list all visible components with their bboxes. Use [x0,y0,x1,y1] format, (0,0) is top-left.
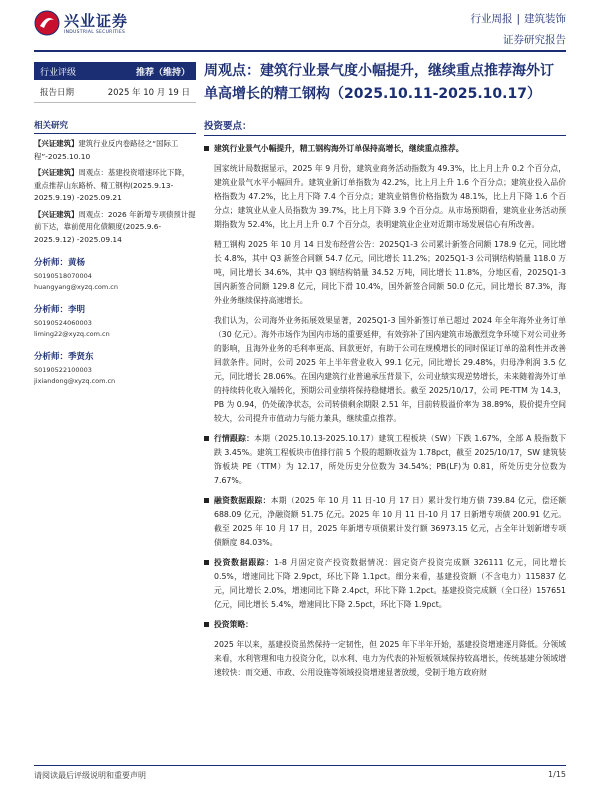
footer-disclaimer: 请阅读最后评级说明和重要声明 [34,771,146,780]
footer-divider [34,765,566,766]
analyst-info [34,318,196,340]
related-tag: 【兴证建筑】 [34,139,79,148]
analyst-email[interactable]: jixiandong@xyzq.com.cn [34,377,116,385]
related-item[interactable] [34,209,196,247]
bullet-financing [204,494,566,550]
bullet-heading: 融资数据跟踪： [214,496,271,505]
bullet-heading: 行情跟踪： [214,434,255,443]
related-text: 建筑行业反内卷路径之“国际工程”-2025.10.10 [34,139,179,161]
analyst-email[interactable]: huangyang@xyzq.com.cn [34,283,118,291]
bullet-market [204,432,566,488]
analyst-block [34,350,196,387]
paragraph-jinggong-orders: 精工钢构 2025 年 10 月 14 日发布经营公告：2025Q1-3 公司累计新签合同额 178.9 亿元，同比增长 4.8%，其中 Q3 新签合同额 54.7 亿元，同比增长 11.2%；2025Q1-3 公司钢结构销量 118.0 万吨，同比增长 34.6%，其中 Q3 钢结构销量 34.52 万吨，同比增长 11.8%，分地区看，2025Q1-3 国内新签合同额 129.8 亿元，同比下滑 10.4%，国外新签合同额 50.0 亿元，同比增长 87.3%，海外业务继续保持高速增长。 [214,240,566,305]
logo-mark-icon [34,10,60,36]
bullet-strategy [204,618,566,632]
analyst-email[interactable]: liming22@xyzq.com.cn [34,330,110,338]
analyst-block [34,303,196,340]
analyst-info [34,365,196,387]
sidebar [34,62,196,387]
brand-name: 兴业证券 [64,12,129,30]
rating-value: 推荐（维持） [135,67,190,78]
related-research-list [34,138,196,246]
report-title: 周观点：建筑行业景气度小幅提升，继续重点推荐海外订单高增长的精工钢构（2025.10.11-2025.10.17） [204,63,554,102]
related-tag: 【兴证建筑】 [34,168,79,177]
analyst-name: 分析师：李明 [34,305,86,315]
paragraph-strategy: 2025 年以来，基建投资虽然保持一定韧性，但 2025 年下半年开始，基建投资增速逐月降低。分领域来看，水利管理和电力投资分化，以水利、电力为代表的补短板领域保持较高增长，传统基建分领域增速较快：而交通、市政、公用设施等领域投资增速显著放缓，受制于地方政府财 [214,640,566,677]
paragraph-jinggong-view: 我们认为，公司海外业务拓展效果显著，2025Q1-3 国外新签订单已超过 2024 年全年海外业务订单（30 亿元）。海外市场作为国内市场的重要延伸，有效弥补了国内建筑市场激烈竞争环境下对公司业务的影响，且海外业务的毛利率更高、回款更好，有助于公司在规模增长的同时保证订单的盈利性并改善回款条件。同时，公司 2025 年上半年营业收入 99.1 亿元，同比增长 29.48%，归母净利润 3.5 亿元，同比增长 28.06%。在国内建筑行业普遍承压背景下，公司业绩实现逆势增长，未来随着海外订单的持续转化收入端转化，预期公司业绩将保持稳健增长。截至 2025/10/17，公司 PE-TTM 为 14.3，PB 为 0.94，仍处破净状态，公司转债剩余期限 2.51 年，目前转股溢价率为 38.89%，股价提升空间较大，公司提升市值动力与能力兼具，继续重点推荐。 [214,316,566,423]
header-divider [34,50,566,52]
separator: | [516,13,520,25]
bullet-heading: 投资策略： [214,620,253,629]
key-points-title: 投资要点： [204,118,566,136]
related-item[interactable] [34,167,196,205]
related-text: 周观点：基建投资增速环比下降，重点推荐山东路桥、精工钢构(2025.9.13-2025.9.19) -2025.09.21 [34,168,190,202]
analyst-info [34,271,196,293]
rating-bar [34,62,196,80]
bullet-heading: 建筑行业景气小幅提升，精工钢构海外订单保持高增长，继续重点推荐。 [214,144,464,153]
bullet-heading: 投资数据跟踪： [214,558,275,567]
analyst-license: S0190518070004 [34,272,92,280]
bullet-text: 1-8 月固定资产投资数据情况：固定资产投资完成额 326111 亿元，同比增长 0.5%，增速同比下降 2.9pct，环比下降 1.1pct。细分来看，基建投资额（不含电力）115837 亿元，同比增长 2.0%，增速同比下降 2.4pct，环比下降 1.2pct。基建投资完成额（全口径）157651 亿元，同比增长 5.4%，增速同比下降 2.5pct，环比下降 1.9pct。 [214,558,567,609]
main-content [204,60,566,680]
bullet-text: 本期（2025.10.13-2025.10.17）建筑工程板块（SW）下跌 1.67%，全部 A 股指数下跌 3.45%。建筑工程板块市值排行前 5 个股的超额收益为 1.78pct，截至 2025/10/17，SW 建筑装饰板块 PE（TTM）为 12.17，所处历史分位数为 34.54%；PB(LF)为 0.81，所处历史分位数为 7.67%。 [214,434,567,485]
date-label: 报告日期 [40,88,75,98]
related-tag: 【兴证建筑】 [34,209,79,219]
report-subtitle: 证券研究报告 [503,34,566,46]
page-number: 1/15 [548,770,566,779]
report-date-row [34,80,196,103]
related-research-title: 相关研究 [34,119,196,134]
report-type: 行业周报 [470,13,513,25]
analyst-license: S0190524060003 [34,319,92,327]
bullet-investment [204,556,566,612]
brand-logo [34,8,144,38]
date-value: 2025 年 10 月 19 日 [107,88,190,98]
bullet-industry [204,142,566,156]
related-text: 周观点：2026 年新增专项债预计提前下达，靠前使用化债额度(2025.9.6-2025.9.12) -2025.09.14 [34,209,196,244]
sector-name: 建筑装饰 [524,13,566,25]
analyst-license: S0190522100003 [34,366,92,374]
related-item[interactable] [34,138,196,163]
brand-name-en: INDUSTRIAL SECURITIES [64,30,126,35]
paragraph-pmi: 国家统计局数据显示，2025 年 9 月份，建筑业商务活动指数为 49.3%，比上月上升 0.2 个百分点，建筑业景气水平小幅回升。建筑业新订单指数为 42.2%，比上月上升 1.6 个百分点；建筑业投入品价格指数为 47.2%，比上月下降 7.4 个百分点；建筑业销售价格指数为 48.1%，比上月下降 1.6 个百分点；建筑业从业人员指数为 39.7%，比上月下降 3.9 个百分点。从市场预期看，建筑业业务活动预期指数为 52.4%，比上月上升 0.7 个百分点，表明建筑业企业对近期市场发展信心有所改善。 [214,164,566,229]
analyst-block [34,256,196,293]
report-header-info [470,11,566,47]
analyst-name: 分析师：黄杨 [34,258,86,268]
rating-label: 行业评级 [40,67,77,78]
bullet-text: 本期（2025 年 10 月 11 日-10 月 17 日）累计发行地方债 739.84 亿元，偿还额 688.09 亿元，净融资额 51.75 亿元。2025 年 10 月 11 日-10 月 17 日新增专项债 200.91 亿元。截至 2025 年 10 月 17 日，2025 年新增专项债累计发行额 36973.15 亿元，占全年计划新增专项债额度 84.03%。 [214,496,567,547]
analyst-name: 分析师：季贤东 [34,352,94,362]
